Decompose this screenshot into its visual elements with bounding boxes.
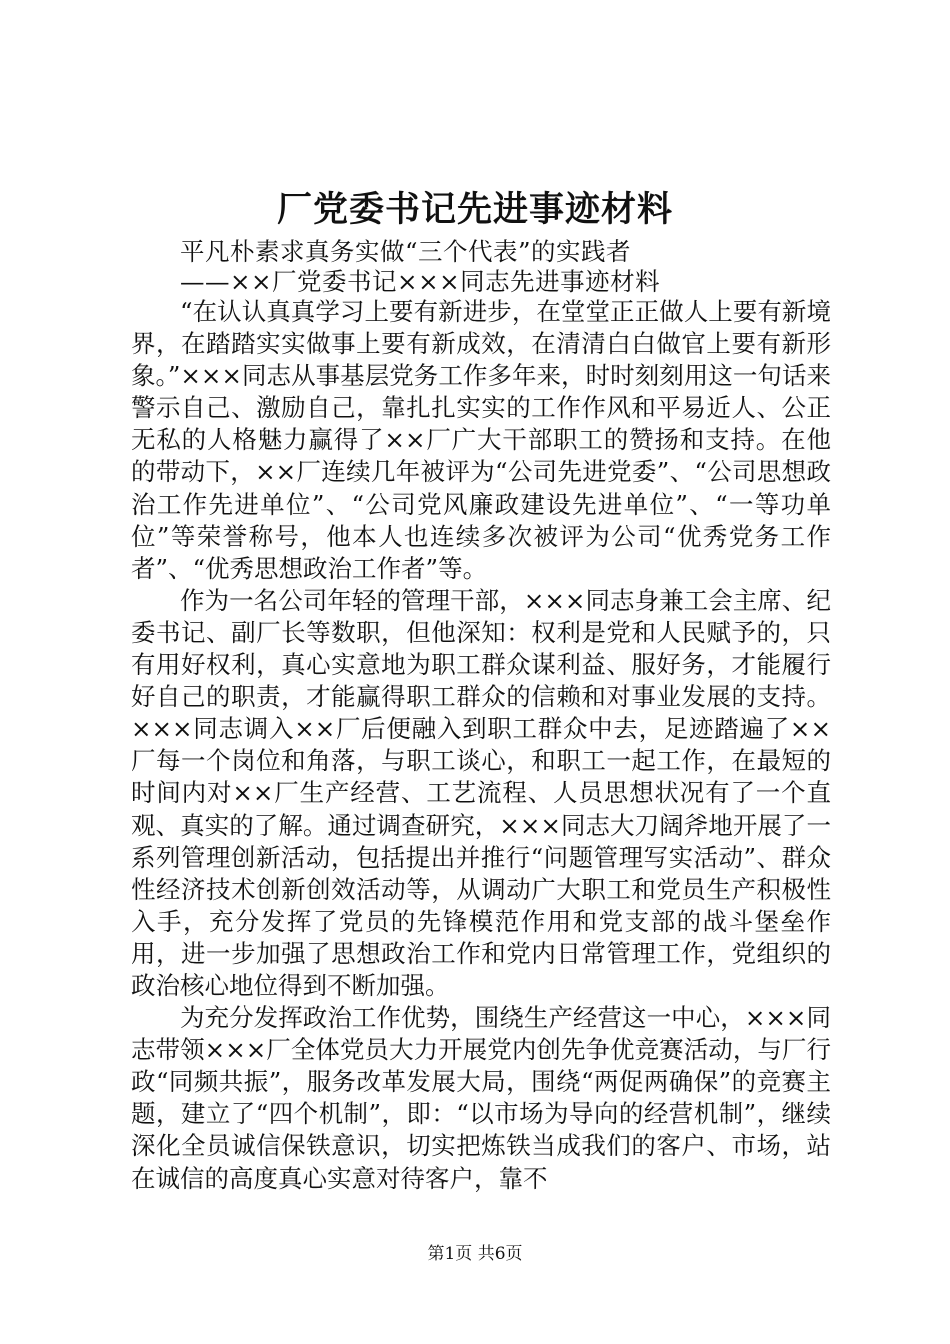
page-number: 第1页 共6页 bbox=[427, 1244, 523, 1264]
document-title: 厂党委书记先进事迹材料 bbox=[276, 189, 673, 230]
document-body bbox=[131, 296, 831, 1195]
paragraph-1: “在认认真真学习上要有新进步，在堂堂正正做人上要有新境界，在踏踏实实做事上要有新成效，在清清白白做官上要有新形象。”×××同志从事基层党务工作多年来，时时刻刻用这一句话来警示自己、激励自己，靠扎扎实实的工作作风和平易近人、公正无私的人格魅力赢得了××厂广大干部职工的赞扬和支持。在他的带动下，××厂连续几年被评为“公司先进党委”、“公司思想政治工作先进单位”、“公司党风廉政建设先进单位”、“一等功单位”等荣誉称号，他本人也连续多次被评为公司“优秀党务工作者”、“优秀思想政治工作者”等。 bbox=[131, 297, 831, 583]
paragraph-2: 作为一名公司年轻的管理干部，×××同志身兼工会主席、纪委书记、副厂长等数职，但他深知：权利是党和人民赋予的，只有用好权利，真心实意地为职工群众谋利益、服好务，才能履行好自己的职责，才能赢得职工群众的信赖和对事业发展的支持。×××同志调入××厂后便融入到职工群众中去，足迹踏遍了××厂每一个岗位和角落，与职工谈心，和职工一起工作，在最短的时间内对××厂生产经营、工艺流程、人员思想状况有了一个直观、真实的了解。通过调查研究，×××同志大刀阔斧地开展了一系列管理创新活动，包括提出并推行“问题管理写实活动”、群众性经济技术创新创效活动等，从调动广大职工和党员生产积极性入手，充分发挥了党员的先锋模范作用和党支部的战斗堡垒作用，进一步加强了思想政治工作和党内日常管理工作，党组织的政治核心地位得到不断加强。 bbox=[131, 585, 831, 1000]
paragraph-3: 为充分发挥政治工作优势，围绕生产经营这一中心，×××同志带领×××厂全体党员大力开展党内创先争优竞赛活动，与厂行政“同频共振”，服务改革发展大局，围绕“两促两确保”的竞赛主题，建立了“四个机制”，即：“以市场为导向的经营机制”，继续深化全员诚信保铁意识，切实把炼铁当成我们的客户、市场，站在诚信的高度真心实意对待客户，靠不 bbox=[131, 1003, 831, 1193]
document-byline: ——××厂党委书记×××同志先进事迹材料 bbox=[180, 267, 661, 296]
document-subtitle: 平凡朴素求真务实做“三个代表”的实践者 bbox=[180, 237, 632, 266]
